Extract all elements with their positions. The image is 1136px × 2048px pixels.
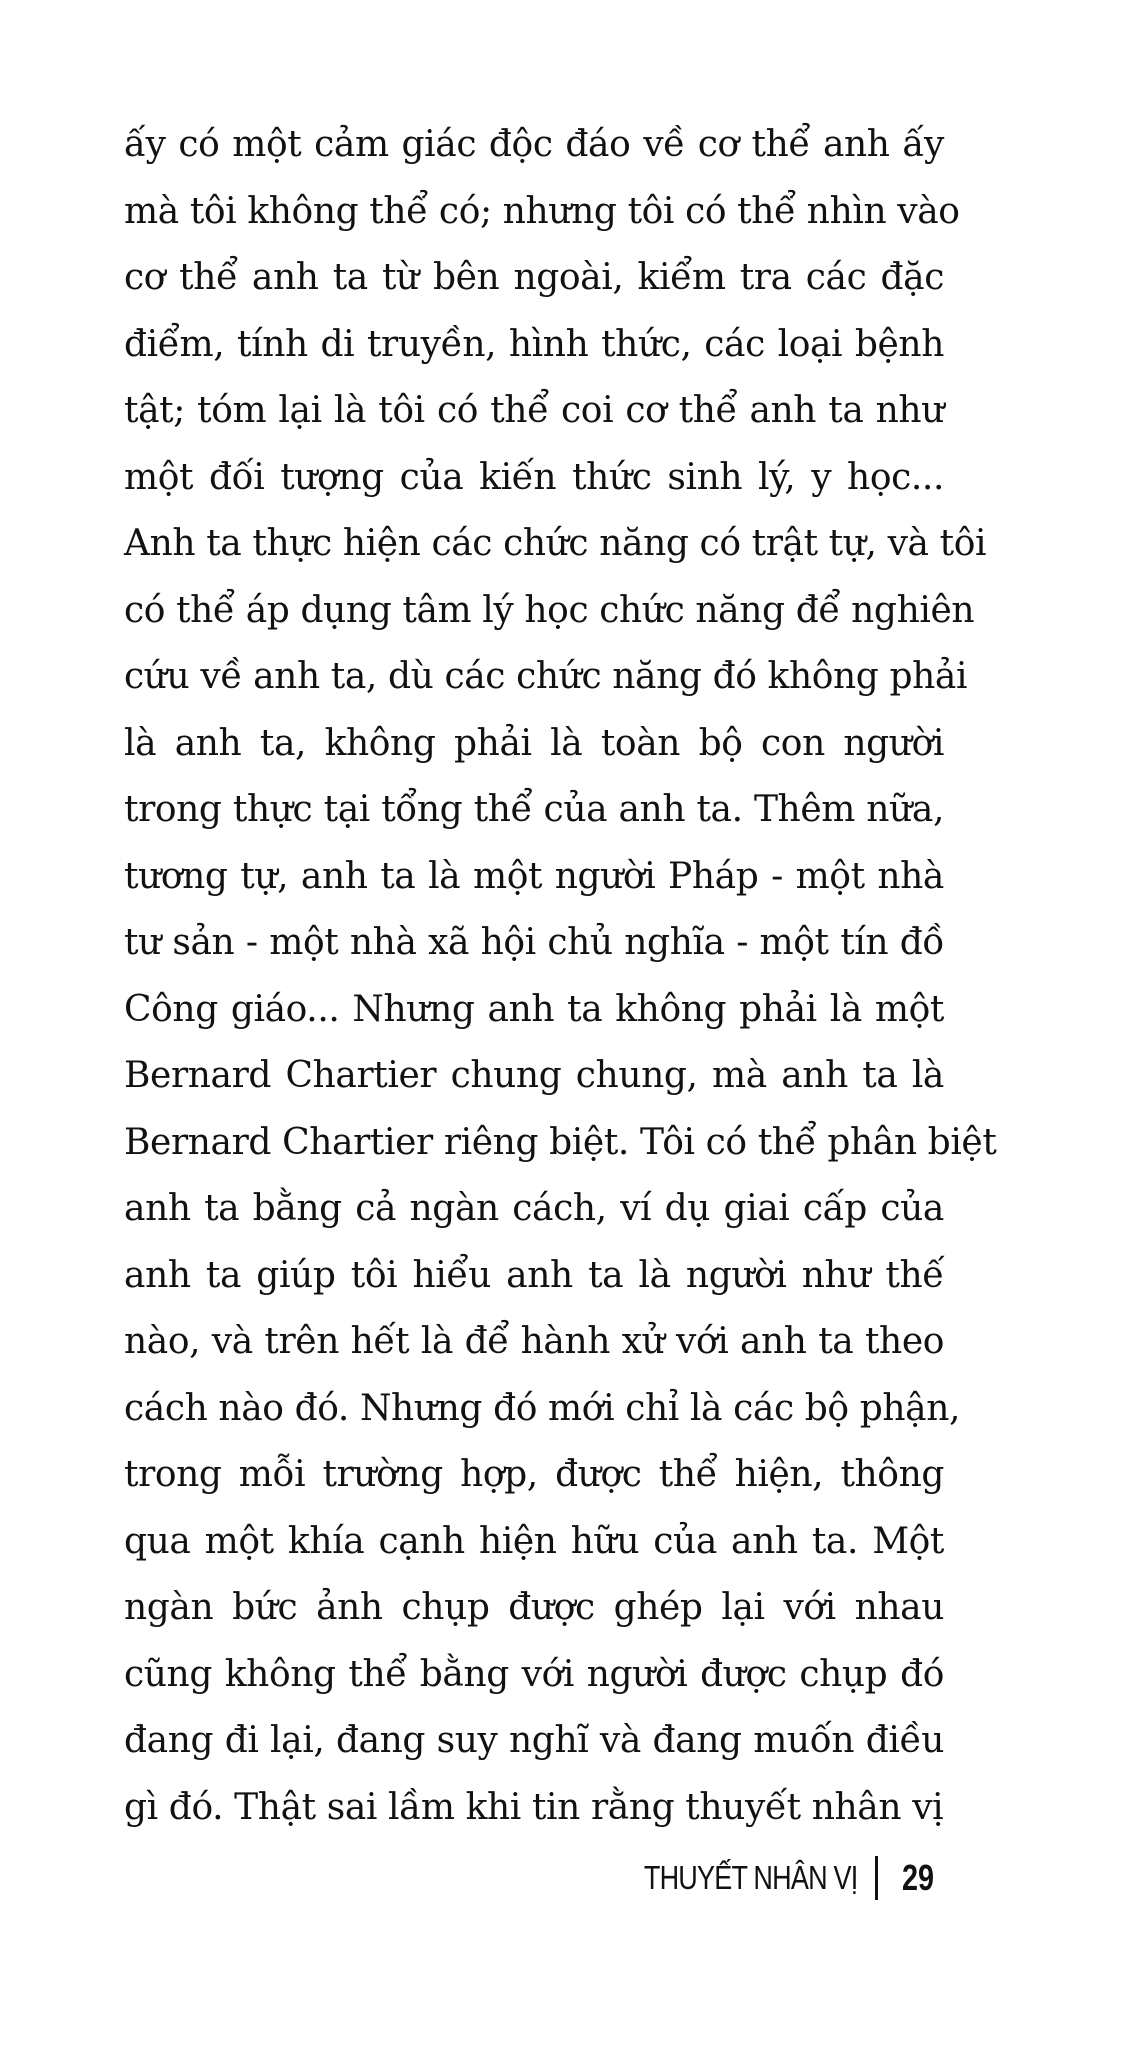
text-line: Bernard Chartier chung chung, mà anh ta là	[124, 1055, 944, 1096]
page-number: 29	[901, 1857, 934, 1898]
text-line: Bernard Chartier riêng biệt. Tôi có thể phân biệt	[124, 1121, 997, 1163]
text-line: gì đó. Thật sai lầm khi tin rằng thuyết nhân vị	[124, 1786, 944, 1828]
text-line: tật; tóm lại là tôi có thể coi cơ thể anh ta như	[124, 390, 944, 431]
text-line: trong mỗi trường hợp, được thể hiện, thông	[124, 1454, 944, 1495]
text-line: cứu về anh ta, dù các chức năng đó không phải	[124, 656, 968, 697]
body-text	[124, 112, 997, 1841]
text-line: có thể áp dụng tâm lý học chức năng để nghiên	[124, 589, 975, 631]
text-line: anh ta giúp tôi hiểu anh ta là người như thế	[124, 1254, 944, 1296]
text-line: nào, và trên hết là để hành xử với anh ta theo	[124, 1321, 944, 1362]
text-line: cơ thể anh ta từ bên ngoài, kiểm tra các đặc	[124, 257, 944, 298]
text-line: tương tự, anh ta là một người Pháp - một nhà	[124, 855, 944, 897]
text-line: ấy có một cảm giác độc đáo về cơ thể anh ấy	[124, 124, 944, 165]
text-line: tư sản - một nhà xã hội chủ nghĩa - một tín đồ	[124, 922, 944, 963]
text-line: cũng không thể bằng với người được chụp đó	[124, 1653, 944, 1695]
text-line: Anh ta thực hiện các chức năng có trật tự, và tôi	[124, 523, 987, 564]
running-title: THUYẾT NHÂN VỊ	[643, 1859, 857, 1896]
page-footer	[0, 1848, 942, 1908]
text-line: một đối tượng của kiến thức sinh lý, y học...	[124, 456, 944, 498]
text-line: trong thực tại tổng thể của anh ta. Thêm nữa,	[124, 789, 944, 830]
text-line: mà tôi không thể có; nhưng tôi có thể nhìn vào	[124, 190, 960, 232]
text-line: Công giáo... Nhưng anh ta không phải là một	[124, 988, 944, 1030]
text-line: đang đi lại, đang suy nghĩ và đang muốn điều	[124, 1720, 944, 1761]
text-line: cách nào đó. Nhưng đó mới chỉ là các bộ phận,	[124, 1387, 961, 1429]
text-line: là anh ta, không phải là toàn bộ con người	[124, 722, 944, 764]
text-line: qua một khía cạnh hiện hữu của anh ta. Một	[124, 1520, 944, 1562]
text-line: điểm, tính di truyền, hình thức, các loại bệnh	[124, 323, 944, 365]
text-line: ngàn bức ảnh chụp được ghép lại với nhau	[124, 1587, 944, 1628]
text-line: anh ta bằng cả ngàn cách, ví dụ giai cấp của	[124, 1188, 944, 1229]
footer-separator	[875, 1856, 878, 1900]
